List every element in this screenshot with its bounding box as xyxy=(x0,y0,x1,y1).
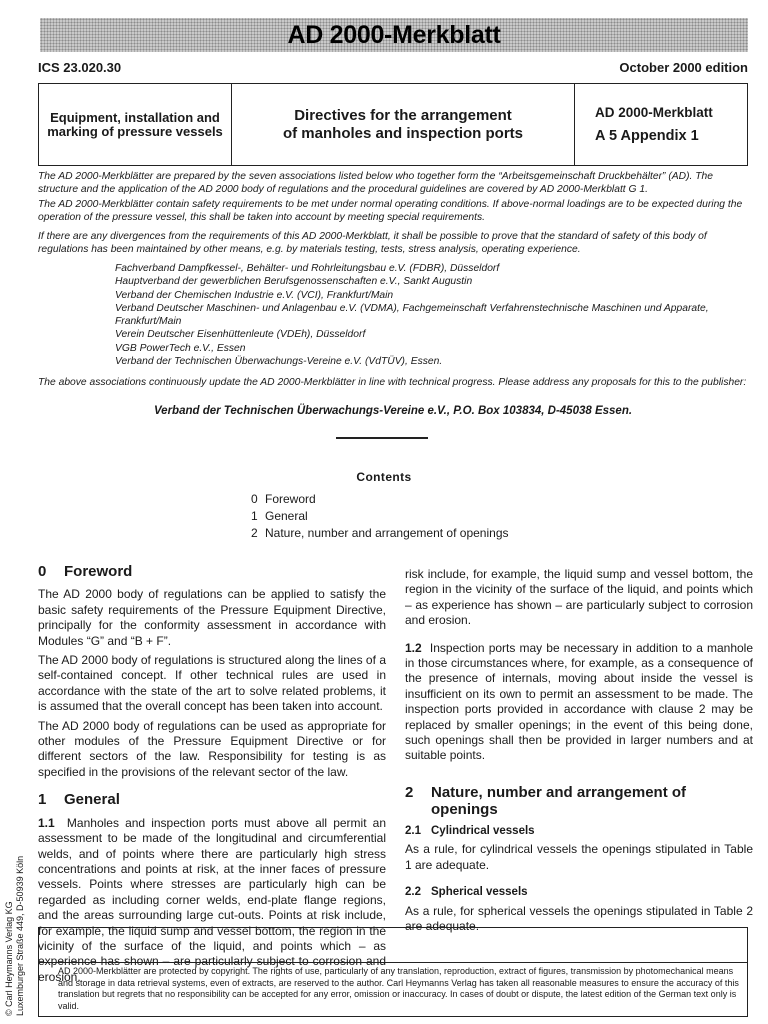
clause-1-2: 1.2 Inspection ports may be necessary in addition to a manhole in those circumstances where, for example, as a consequence of the presence of internals, moving about inside the vessel is insufficient on its own to permit an assessment to be made. The inspection ports provided in accordance with clause 2 may be replaced by smaller openings; in the event of this being done, such openings shall then be provided in larger numbers and at suitable points. xyxy=(405,640,754,763)
section-heading-foreword: 0 Foreword xyxy=(38,563,133,580)
association-item: Fachverband Dampfkessel-, Behälter- und Rohrleitungsbau e.V. (FDBR), Düsseldorf xyxy=(115,263,500,274)
contents-item: 2 Nature, number and arrangement of openings xyxy=(251,526,509,540)
association-item: Verband der Technischen Überwachungs-Vereine e.V. (VdTÜV), Essen. xyxy=(115,356,443,368)
clause-1-1: 1.1 Manholes and inspection ports must above all permit an assessment to be made of the longitudinal and circumferential welds, and of points where there are particularly high stress concentrations and points at risk, at the inner faces of pressure vessels. Points where stresses are particularly high can be regarded as including corner welds, end-plate flange regions, and the areas surrounding large cut-outs. Points at risk include, for example, the liquid sump and vessel bottom, the region in the vicinity of the surface of the liquid, and points which – as erosion. xyxy=(38,815,386,984)
foreword-paragraph-1: The AD 2000 body of regulations can be applied to satisfy the basic safety requirements of the Pressure Equipment Directive, principally for the conformity assessment in accordance with Modules “G” and “B + F”. xyxy=(38,587,386,648)
contents-item: 1 General xyxy=(251,509,308,523)
title-line-1: Directives for the arrangement xyxy=(294,106,512,124)
clause-2-1: As a rule, for cylindrical vessels the openings stipulated in Table 1 are adequate. xyxy=(405,842,753,872)
association-item: Verband Deutscher Maschinen- und Anlagenbau e.V. (VDMA), Fachgemeinschaft Verfahrenstechnische Maschinen und Apparate, Frankfurt/Main xyxy=(115,302,709,328)
clause-1-1-continued: risk include, for example, the liquid sump and vessel bottom, the region in the vicinity of the surface of the liquid, and points which – as experience has shown – are particularly subject to corrosion and erosion. xyxy=(405,567,753,628)
ics-code: ICS 23.020.30 xyxy=(38,60,122,75)
imprint-line-1: © Carl Heymanns Verlag KG xyxy=(4,901,14,1016)
association-item: VGB PowerTech e.V., Essen xyxy=(115,342,246,354)
document-code: A 5 Appendix 1 xyxy=(595,128,699,144)
edition-date: October 2000 edition xyxy=(619,60,748,75)
foreword-paragraph-3: The AD 2000 body of regulations can be used as appropriate for other modules of the Pressure Equipment Directive or for different sectors of the law. Responsibility for testing is as specified in the provisions of the relevant sector of the law. xyxy=(38,718,386,779)
foreword-paragraph-2: The AD 2000 body of regulations is structured along the lines of a self-contained concept. If other technical rules are used in accordance with the state of the art to solve related problems, it is assumed that the overall concept has been taken into account. xyxy=(38,653,386,714)
clause-2-2: As a rule, for spherical vessels the openings stipulated in Table 2 are adequate. xyxy=(405,903,753,933)
association-item: Verein Deutscher Eisenhüttenleute (VDEh), Düsseldorf xyxy=(115,329,366,341)
title-banner xyxy=(40,18,748,52)
contents-item: 0 Foreword xyxy=(251,492,316,506)
left-column xyxy=(38,563,386,984)
title-box xyxy=(38,83,748,166)
right-column xyxy=(405,567,753,938)
subsection-heading-cylindrical: 2.1 Cylindrical vessels xyxy=(405,824,535,837)
code-cell xyxy=(575,84,747,165)
association-item: Verband der Chemischen Industrie e.V. (VCI), Frankfurt/Main xyxy=(115,289,394,301)
intro-paragraph-1: The AD 2000-Merkblätter are prepared by the seven associations listed below who together form the “Arbeitsgemeinschaft Druckbehälter” (AD). The structure and the application of the AD 2000 body of regulations and the procedural guidelines are covered by AD 2000-Merkblatt G 1. xyxy=(38,171,713,195)
section-heading-general: 1 General xyxy=(38,791,120,809)
subsection-heading-spherical: 2.2 Spherical vessels xyxy=(405,886,528,899)
contents-list xyxy=(251,491,509,542)
divider-rule xyxy=(336,437,428,439)
publisher-imprint xyxy=(4,836,26,1016)
intro-paragraph-2: The AD 2000-Merkblätter contain safety requirements to be met under normal operating conditions. If above-normal loadings are to be expected during the operation of the pressure vessel, this shall be taken into account by meeting special requirements. xyxy=(38,199,743,223)
association-item: Hauptverband der gewerblichen Berufsgenossenschaften e.V., Sankt Augustin xyxy=(115,276,473,288)
association-list xyxy=(115,262,745,368)
publisher-address: Verband der Technischen Überwachungs-Vereine e.V., P.O. Box 103834, D-45038 Essen. xyxy=(153,405,633,417)
copyright-divider xyxy=(38,962,748,963)
document-title xyxy=(232,84,575,165)
title-line-2: of manholes and inspection ports xyxy=(282,124,524,142)
series-name: AD 2000-Merkblatt xyxy=(595,105,713,120)
imprint-line-2: Luxemburger Straße 449, D-50939 Köln xyxy=(15,855,25,1016)
contents-heading: Contents xyxy=(356,470,412,484)
section-heading-nature: 2 Nature, number and arrangement of openings xyxy=(405,783,687,818)
intro-paragraph-3: If there are any divergences from the requirements of this AD 2000-Merkblatt, it shall be possible to prove that the standard of safety of this body of regulations has been maintained by other means, e.g. by materials testing, tests, stress analysis, operating experience. xyxy=(38,231,707,255)
intro-paragraph-4: The above associations continuously update the AD 2000-Merkblätter in line with technical progress. Please address any proposals for this to the publisher: xyxy=(38,377,747,388)
copyright-notice: AD 2000-Merkblätter are protected by copyright. The rights of use, particularly of any translation, reproduction, extract of figures, transmission by photomechanical means and storage in data retrieval systems, even of extracts, are reserved to the author. Carl Heymanns Verlag has taken all reasonable measures to ensure the accuracy of this translation but regrets that no responsibility can be accepted for any error, omission or inaccuracy. In cases of doubt or dispute, the latest edition of the German text only is valid. xyxy=(58,966,739,1011)
category-cell: Equipment, installation and marking of pressure vessels xyxy=(39,84,232,165)
banner-title: AD 2000-Merkblatt xyxy=(287,20,501,49)
